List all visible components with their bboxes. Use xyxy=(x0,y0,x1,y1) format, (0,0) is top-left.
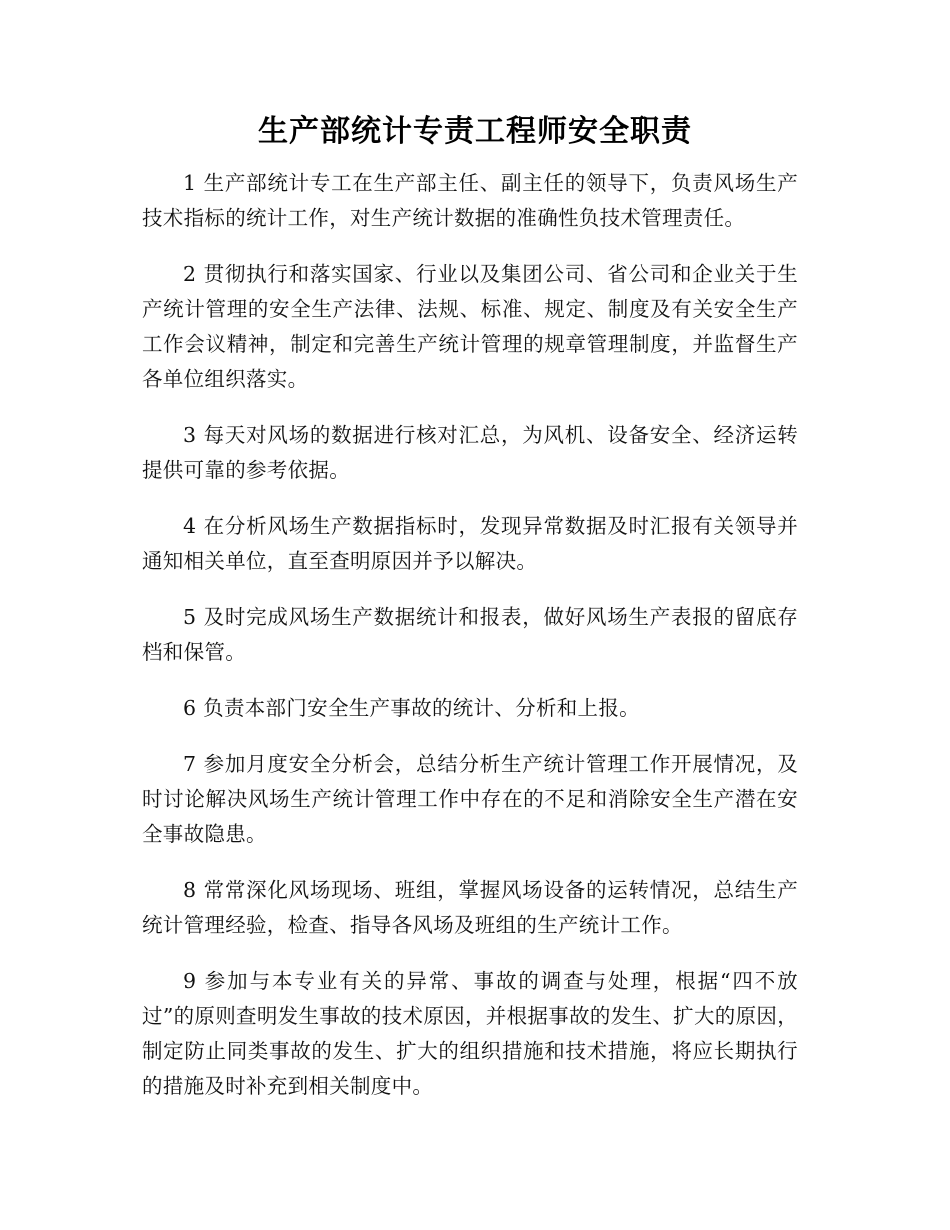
document-title: 生产部统计专责工程师安全职责 xyxy=(258,114,692,149)
duty-item-5: 5 及时完成风场生产数据统计和报表，做好风场生产表报的留底存档和保管。 xyxy=(142,605,798,664)
duty-item-2: 2 贯彻执行和落实国家、行业以及集团公司、省公司和企业关于生产统计管理的安全生产法律、法规、标准、规定、制度及有关安全生产工作会议精神，制定和完善生产统计管理的规章管理制度，并监督生产各单位组织落实。 xyxy=(142,262,798,391)
duty-item-6: 6 负责本部门安全生产事故的统计、分析和上报。 xyxy=(183,696,640,720)
duty-item-7: 7 参加月度安全分析会，总结分析生产统计管理工作开展情况，及时讨论解决风场生产统计管理工作中存在的不足和消除安全生产潜在安全事故隐患。 xyxy=(142,752,798,846)
duty-item-8: 8 常常深化风场现场、班组，掌握风场设备的运转情况，总结生产统计管理经验，检查、指导各风场及班组的生产统计工作。 xyxy=(142,878,798,937)
duty-item-1: 1 生产部统计专工在生产部主任、副主任的领导下，负责风场生产技术指标的统计工作，对生产统计数据的准确性负技术管理责任。 xyxy=(142,171,798,230)
duty-item-9: 9 参加与本专业有关的异常、事故的调查与处理，根据“四不放过”的原则查明发生事故的技术原因，并根据事故的发生、扩大的原因，制定防止同类事故的发生、扩大的组织措施和技术措施，将应长期执行的措施及时补充到相关制度中。 xyxy=(142,969,798,1098)
duty-item-3: 3 每天对风场的数据进行核对汇总，为风机、设备安全、经济运转提供可靠的参考依据。 xyxy=(142,423,798,482)
duty-item-4: 4 在分析风场生产数据指标时，发现异常数据及时汇报有关领导并通知相关单位，直至查明原因并予以解决。 xyxy=(142,514,798,573)
document-body xyxy=(142,166,798,1125)
